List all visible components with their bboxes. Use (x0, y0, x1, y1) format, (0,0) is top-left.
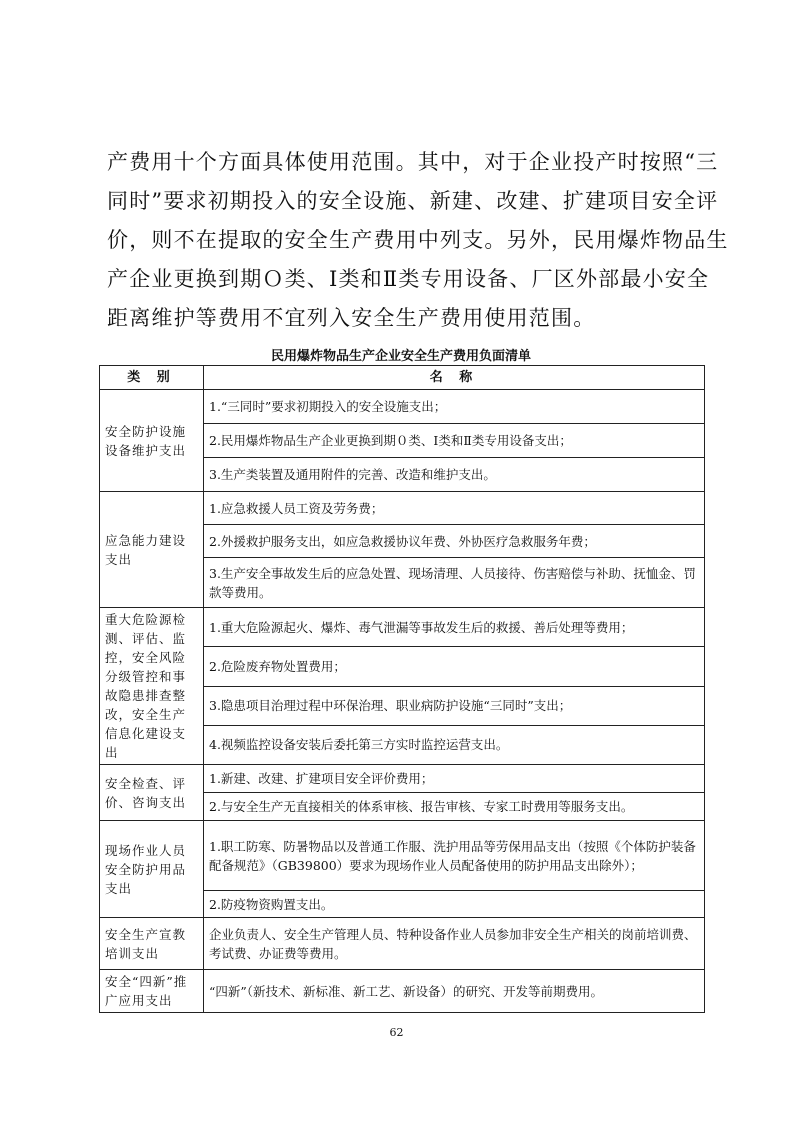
item-cell: 企业负责人、安全生产管理人员、特种设备作业人员参加非安全生产相关的岗前培训费、考试费、办证费等费用。 (204, 918, 705, 970)
item-cell: 2.与安全生产无直接相关的体系审核、报告审核、专家工时费用等服务支出。 (204, 793, 705, 821)
item-cell: 4.视频监控设备安装后委托第三方实时监控运营支出。 (204, 725, 705, 764)
table-header-row (100, 366, 705, 390)
item-cell: 2.防疫物资购置支出。 (204, 891, 705, 918)
page-number: 62 (389, 1026, 404, 1039)
table-row (100, 492, 705, 525)
item-cell: 2.民用爆炸物品生产企业更换到期０类、Ⅰ类和Ⅱ类专用设备支出； (204, 424, 705, 458)
paragraph-line: 价，则不在提取的安全生产费用中列支。另外，民用爆炸物品生 (107, 228, 729, 252)
category-cell: 安全检查、评价、咨询支出 (100, 765, 204, 821)
body-paragraph (107, 143, 729, 338)
item-cell: 3.隐患项目治理过程中环保治理、职业病防护设施“三同时”支出； (204, 686, 705, 725)
table-row (100, 390, 705, 424)
negative-list-table (99, 365, 705, 1013)
category-cell: 安全生产宣教培训支出 (100, 918, 204, 970)
item-cell: 3.生产类装置及通用附件的完善、改造和维护支出。 (204, 458, 705, 492)
item-cell: 1.应急救援人员工资及劳务费； (204, 492, 705, 525)
category-cell: 安全防护设施设备维护支出 (100, 390, 204, 492)
category-cell: 现场作业人员安全防护用品支出 (100, 821, 204, 918)
paragraph-line: 距离维护等费用不宜列入安全生产费用使用范围。 (107, 306, 596, 330)
item-cell: 1.重大危险源起火、爆炸、毒气泄漏等事故发生后的救援、善后处理等费用； (204, 608, 705, 647)
header-name: 名 称 (204, 366, 705, 390)
item-cell: 2.外援救护服务支出，如应急救援协议年费、外协医疗急救服务年费； (204, 525, 705, 558)
table-caption: 民用爆炸物品生产企业安全生产费用负面清单 (270, 349, 531, 364)
table-row (100, 821, 705, 891)
item-cell: 1.“三同时”要求初期投入的安全设施支出； (204, 390, 705, 424)
item-cell: 1.新建、改建、扩建项目安全评价费用； (204, 765, 705, 793)
paragraph-line: 同时”要求初期投入的安全设施、新建、改建、扩建项目安全评 (107, 189, 719, 213)
table-row (100, 918, 705, 970)
category-cell: 应急能力建设支出 (100, 492, 204, 608)
item-cell: “四新”（新技术、新标准、新工艺、新设备）的研究、开发等前期费用。 (204, 970, 705, 1013)
table-row (100, 765, 705, 793)
item-cell: 2.危险废弃物处置费用； (204, 647, 705, 686)
header-category: 类 别 (100, 366, 204, 390)
table-row (100, 970, 705, 1013)
paragraph-line: 产费用十个方面具体使用范围。其中，对于企业投产时按照“三 (107, 150, 719, 174)
item-cell: 3.生产安全事故发生后的应急处置、现场清理、人员接待、伤害赔偿与补助、抚恤金、罚款等费用。 (204, 558, 705, 608)
category-cell: 重大危险源检测、评估、监控，安全风险分级管控和事故隐患排查整改，安全生产信息化建设支出 (100, 608, 204, 765)
category-cell: 安全“四新”推广应用支出 (100, 970, 204, 1013)
table-row (100, 608, 705, 647)
item-cell: 1.职工防寒、防暑物品以及普通工作服、洗护用品等劳保用品支出（按照《个体防护装备配备规范》（GB39800）要求为现场作业人员配备使用的防护用品支出除外）； (204, 821, 705, 891)
paragraph-line: 产企业更换到期Ｏ类、Ⅰ类和Ⅱ类专用设备、厂区外部最小安全 (107, 267, 710, 291)
